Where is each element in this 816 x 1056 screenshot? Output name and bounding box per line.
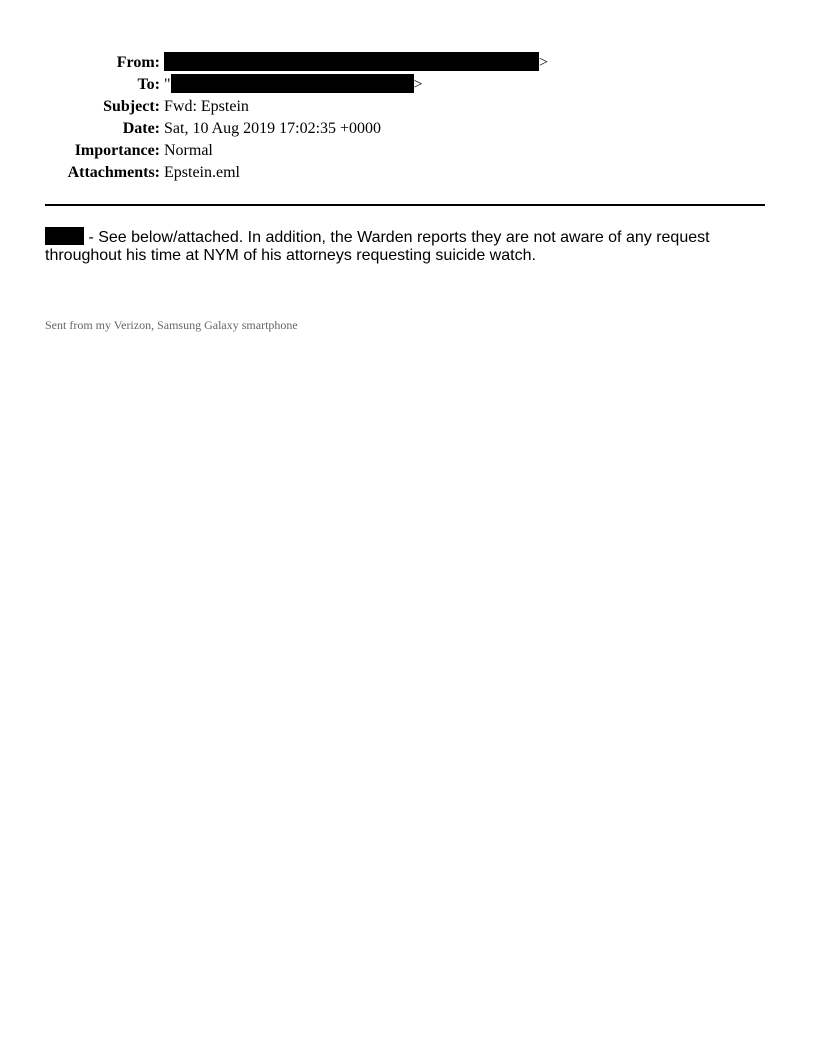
importance-value: Normal [164, 142, 213, 159]
attachments-label: Attachments: [67, 164, 160, 181]
from-suffix: > [539, 54, 549, 71]
from-label: From: [116, 54, 160, 71]
subject-row [45, 96, 548, 118]
attachments-value: Epstein.eml [164, 164, 240, 181]
email-header [45, 52, 548, 184]
to-label: To: [137, 76, 160, 93]
from-row [45, 52, 548, 74]
attachments-row [45, 162, 548, 184]
date-row [45, 118, 548, 140]
to-value [164, 74, 548, 96]
email-signature: Sent from my Verizon, Samsung Galaxy smartphone [45, 318, 298, 332]
to-row [45, 74, 548, 96]
email-body [45, 227, 765, 265]
redaction-block [164, 52, 539, 71]
importance-row [45, 140, 548, 162]
redaction-block [171, 74, 414, 93]
importance-label: Importance: [74, 142, 160, 159]
to-suffix: > [413, 76, 423, 93]
date-label: Date: [122, 120, 160, 137]
to-prefix: " [164, 76, 171, 93]
body-line-2: throughout his time at NYM of his attorneys requesting suicide watch. [45, 247, 536, 264]
header-divider [45, 204, 765, 206]
body-line-1: - See below/attached. In addition, the Warden reports they are not aware of any request [84, 229, 710, 246]
date-value: Sat, 10 Aug 2019 17:02:35 +0000 [164, 120, 382, 137]
redaction-block [45, 227, 84, 245]
from-value [164, 52, 548, 74]
subject-label: Subject: [103, 98, 160, 115]
subject-value: Fwd: Epstein [164, 98, 249, 115]
